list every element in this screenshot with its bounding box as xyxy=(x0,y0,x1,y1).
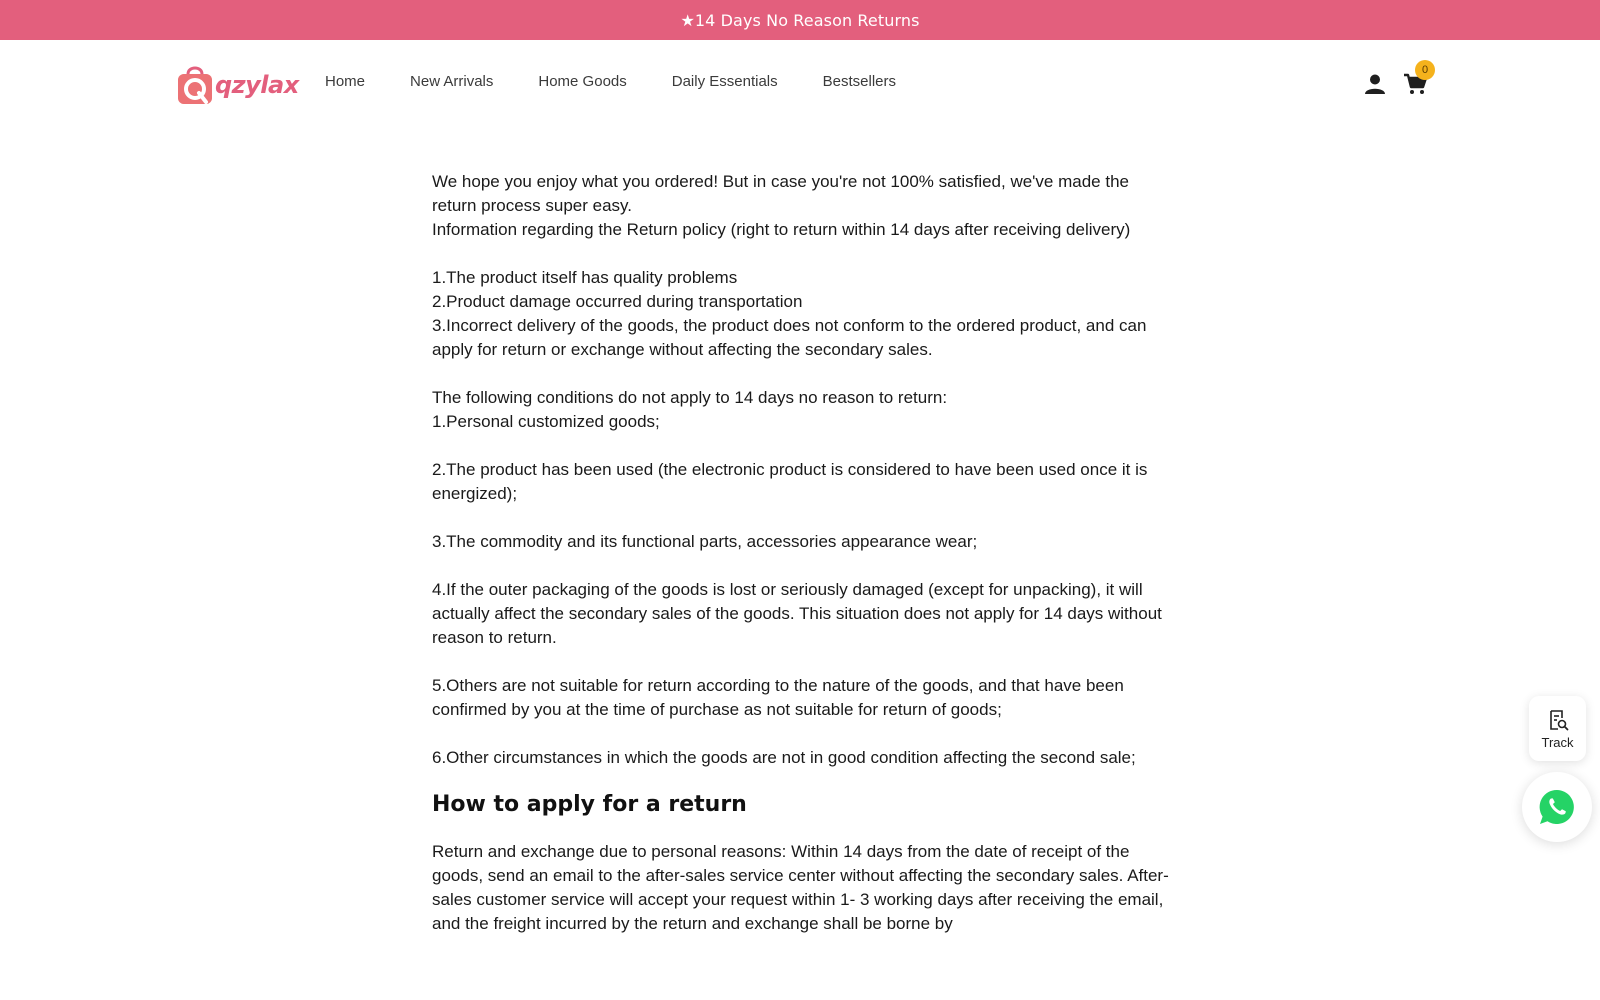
shopping-bag-q-icon xyxy=(176,62,214,108)
user-icon[interactable] xyxy=(1364,73,1386,95)
reason-item: 2.Product damage occurred during transportation xyxy=(432,292,803,311)
exclusion-item: 3.The commodity and its functional parts, accessories appearance wear; xyxy=(432,532,978,551)
policy-info-text: Information regarding the Return policy (right to return within 14 days after receiving delivery) xyxy=(432,220,1131,239)
reason-item: 1.The product itself has quality problems xyxy=(432,268,738,287)
exclusion-item: 2.The product has been used (the electronic product is considered to have been used once it is energized); xyxy=(432,460,1148,503)
whatsapp-icon xyxy=(1537,787,1577,827)
nav-bestsellers[interactable]: Bestsellers xyxy=(822,73,896,90)
nav-home-goods[interactable]: Home Goods xyxy=(538,73,627,90)
whatsapp-button[interactable] xyxy=(1522,772,1592,842)
order-search-icon xyxy=(1546,708,1570,732)
nav-daily-essentials[interactable]: Daily Essentials xyxy=(671,73,778,90)
exclusion-item: 1.Personal customized goods; xyxy=(432,412,660,431)
nav-new-arrivals[interactable]: New Arrivals xyxy=(410,73,494,90)
announcement-text: ★14 Days No Reason Returns xyxy=(680,10,920,30)
exclusion-item: 5.Others are not suitable for return according to the nature of the goods, and that have been confirmed by you at the time of purchase as not suitable for return of goods; xyxy=(432,676,1124,719)
nav-home[interactable]: Home xyxy=(325,73,366,90)
exclusion-item: 6.Other circumstances in which the goods are not in good condition affecting the second sale; xyxy=(432,748,1136,767)
announcement-bar xyxy=(0,0,1600,40)
exclusions-title: The following conditions do not apply to 14 days no reason to return: xyxy=(432,388,948,407)
apply-text: Return and exchange due to personal reasons: Within 14 days from the date of receipt of the goods, send an email to the after-sales service center without affecting the secondary sales. After-sales customer service will accept your request within 1- 3 working days after receiving the email, and the freight incurred by the return and exchange shall be borne by xyxy=(432,842,1169,933)
exclusion-item: 4.If the outer packaging of the goods is lost or seriously damaged (except for unpacking), it will actually affect the secondary sales of the goods. This situation does not apply for 14 days without reason to return. xyxy=(432,580,1162,647)
site-header xyxy=(0,40,1600,132)
cart-count-badge: 0 xyxy=(1415,60,1435,80)
intro-text: We hope you enjoy what you ordered! But in case you're not 100% satisfied, we've made the return process super easy. xyxy=(432,172,1129,215)
return-policy-content xyxy=(432,170,1172,936)
logo[interactable] xyxy=(176,62,299,108)
logo-text: qzylax xyxy=(215,71,299,99)
reason-item: 3.Incorrect delivery of the goods, the product does not conform to the ordered product, and can apply for return or exchange without affecting the secondary sales. xyxy=(432,316,1147,359)
track-order-button[interactable] xyxy=(1529,696,1586,761)
main-nav xyxy=(325,73,941,90)
apply-heading: How to apply for a return xyxy=(432,792,747,817)
track-label: Track xyxy=(1541,734,1574,750)
